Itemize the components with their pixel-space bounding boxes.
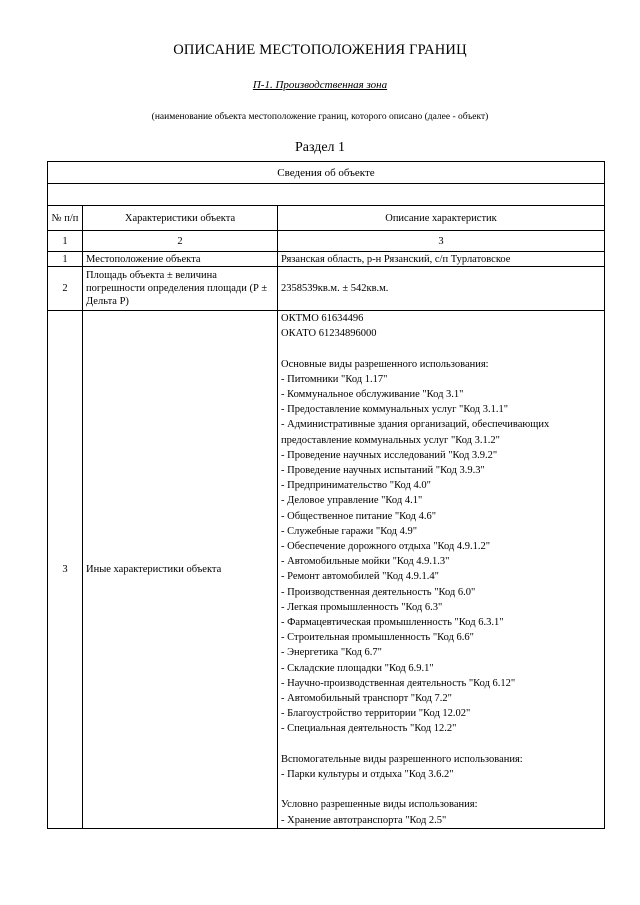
description-line: ОКАТО 61234896000: [281, 328, 377, 340]
description-line: - Научно-производственная деятельность "Код 6.12": [281, 677, 516, 689]
description-line: - Парки культуры и отдыха "Код 3.6.2": [281, 769, 454, 781]
description-line: - Хранение автотранспорта "Код 2.5": [281, 814, 447, 826]
table-row: [48, 311, 605, 829]
row-characteristic: Площадь объекта ± величина погрешности определения площади (Р ± Дельта Р): [83, 267, 278, 311]
description-line: - Административные здания организаций, обеспечивающих: [281, 419, 550, 431]
description-spacer: [281, 341, 601, 356]
description-line: - Деловое управление "Код 4.1": [281, 495, 423, 507]
description-line: - Складские площадки "Код 6.9.1": [281, 662, 434, 674]
description-line: Условно разрешенные виды использования:: [281, 799, 478, 811]
table-header: Сведения об объекте: [48, 162, 605, 184]
description-line: - Ремонт автомобилей "Код 4.9.1.4": [281, 571, 439, 583]
description-line: - Коммунальное обслуживание "Код 3.1": [281, 389, 464, 400]
col-number-1: 1: [48, 231, 83, 252]
row-description: 2358539кв.м. ± 542кв.м.: [278, 267, 605, 311]
description-line: - Благоустройство территории "Код 12.02": [281, 708, 471, 720]
description-line: - Фармацевтическая промышленность "Код 6.3.1": [281, 617, 504, 629]
description-line: - Автомобильный транспорт "Код 7.2": [281, 693, 452, 705]
row-number: 2: [48, 267, 83, 311]
col-header-number: № п/п: [48, 206, 83, 231]
description-line: Основные виды разрешенного использования:: [281, 358, 489, 370]
row-description: Рязанская область, р-н Рязанский, с/п Турлатовское: [278, 252, 605, 267]
description-line: - Служебные гаражи "Код 4.9": [281, 525, 418, 537]
col-header-characteristic: Характеристики объекта: [83, 206, 278, 231]
description-line: - Легкая промышленность "Код 6.3": [281, 601, 443, 613]
description-line: Вспомогательные виды разрешенного использования:: [281, 753, 523, 765]
description-spacer: [281, 782, 601, 797]
description-line: - Проведение научных испытаний "Код 3.9.3": [281, 465, 485, 477]
description-line: - Питомники "Код 1.17": [281, 373, 388, 385]
col-number-2: 2: [83, 231, 278, 252]
table-row: [48, 267, 605, 311]
description-line: - Производственная деятельность "Код 6.0": [281, 586, 476, 598]
description-line: предоставление коммунальных услуг "Код 3.1.2": [281, 434, 500, 446]
description-line: ОКТМО 61634496: [281, 313, 364, 324]
object-caption: (наименование объекта местоположение границ, которого описано (далее - объект): [151, 112, 489, 122]
table-row: [48, 252, 605, 267]
description-line: - Энергетика "Код 6.7": [281, 647, 382, 659]
document-title: ОПИСАНИЕ МЕСТОПОЛОЖЕНИЯ ГРАНИЦ: [173, 42, 467, 58]
description-line: - Автомобильные мойки "Код 4.9.1.3": [281, 556, 450, 568]
col-number-3: 3: [278, 231, 605, 252]
row-characteristic: Местоположение объекта: [83, 252, 278, 267]
description-line: - Предоставление коммунальных услуг "Код 3.1.1": [281, 404, 509, 416]
object-name: П-1. Производственная зона: [252, 79, 388, 91]
col-header-description: Описание характеристик: [278, 206, 605, 231]
description-line: - Предпринимательство "Код 4.0": [281, 480, 431, 492]
description-line: - Строительная промышленность "Код 6.6": [281, 632, 474, 644]
description-line: - Обеспечение дорожного отдыха "Код 4.9.1.2": [281, 541, 491, 553]
description-line: - Специальная деятельность "Код 12.2": [281, 723, 457, 735]
section-title: Раздел 1: [294, 140, 346, 155]
row-description: [278, 311, 605, 829]
object-info-table: [47, 161, 605, 829]
description-spacer: [281, 737, 601, 752]
description-line: - Проведение научных исследований "Код 3.9.2": [281, 449, 498, 461]
table-empty-row: [48, 184, 605, 206]
row-number: 3: [48, 311, 83, 829]
description-line: - Общественное питание "Код 4.6": [281, 510, 436, 522]
row-characteristic: Иные характеристики объекта: [83, 311, 278, 829]
row-number: 1: [48, 252, 83, 267]
